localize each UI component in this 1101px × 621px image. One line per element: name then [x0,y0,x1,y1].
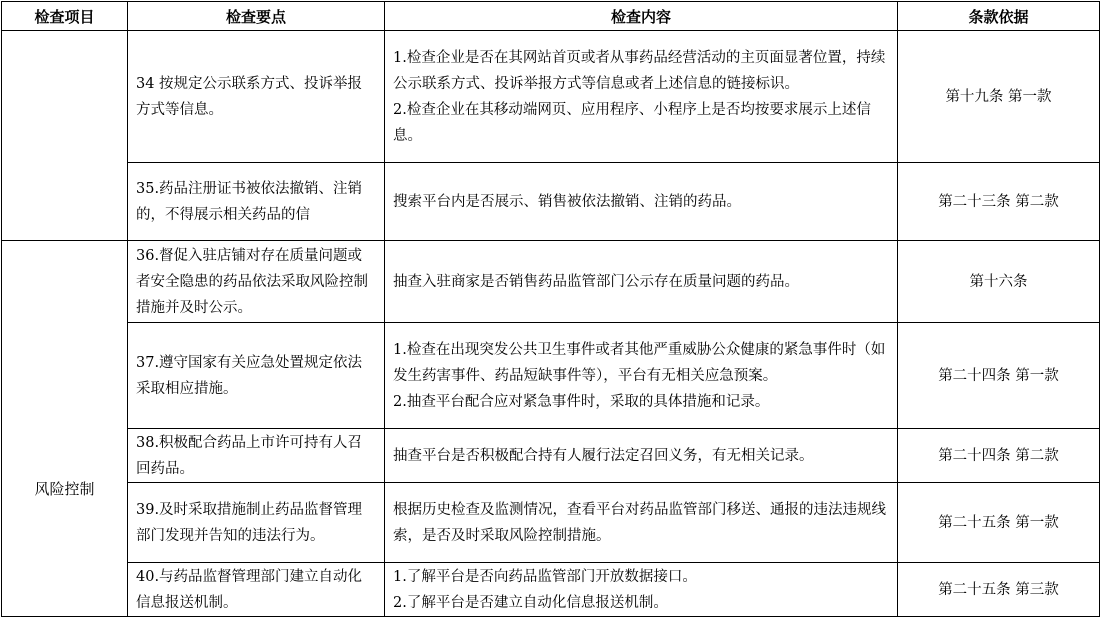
clause-basis-cell: 第二十三条 第二款 [898,163,1100,241]
inspection-content-cell [385,323,898,429]
content-line: 抽查平台是否积极配合持有人履行法定召回义务，有无相关记录。 [393,447,814,464]
table-row [2,483,1100,563]
content-line: 2.了解平台是否建立自动化信息报送机制。 [393,594,668,611]
content-line: 1.了解平台是否向药品监管部门开放数据接口。 [393,568,697,585]
inspection-content-cell [385,241,898,323]
header-inspection-content: 检查内容 [385,2,898,31]
content-line: 搜索平台内是否展示、销售被依法撤销、注销的药品。 [393,193,741,210]
content-line: 1.检查企业是否在其网站首页或者从事药品经营活动的主页面显著位置，持续公示联系方式、投诉举报方式等信息或者上述信息的链接标识。 [393,49,886,92]
clause-basis-cell: 第二十五条 第一款 [898,483,1100,563]
content-line: 1.检查在出现突发公共卫生事件或者其他严重威胁公众健康的紧急事件时（如发生药害事件、药品短缺事件等），平台有无相关应急预案。 [393,341,886,384]
category-cell-risk-control: 风险控制 [2,241,128,617]
inspection-point-cell: 39.及时采取措施制止药品监督管理部门发现并告知的违法行为。 [128,483,385,563]
header-inspection-point: 检查要点 [128,2,385,31]
header-row [2,2,1100,31]
clause-basis-cell: 第二十四条 第二款 [898,429,1100,483]
table-row [2,429,1100,483]
inspection-point-cell: 38.积极配合药品上市许可持有人召回药品。 [128,429,385,483]
inspection-point-cell: 35.药品注册证书被依法撤销、注销的，不得展示相关药品的信 [128,163,385,241]
clause-basis-cell: 第十九条 第一款 [898,31,1100,163]
inspection-content-cell [385,429,898,483]
table-row [2,563,1100,617]
inspection-content-cell [385,563,898,617]
table-row [2,323,1100,429]
clause-basis-cell: 第十六条 [898,241,1100,323]
table-row [2,31,1100,163]
inspection-point-cell: 34 按规定公示联系方式、投诉举报方式等信息。 [128,31,385,163]
inspection-table [1,1,1100,617]
category-cell-empty [2,31,128,241]
header-clause-basis: 条款依据 [898,2,1100,31]
inspection-point-cell: 40.与药品监督管理部门建立自动化信息报送机制。 [128,563,385,617]
clause-basis-cell: 第二十四条 第一款 [898,323,1100,429]
inspection-content-cell [385,483,898,563]
header-inspection-item: 检查项目 [2,2,128,31]
table-row [2,241,1100,323]
content-line: 2.抽查平台配合应对紧急事件时，采取的具体措施和记录。 [393,393,770,410]
table-row [2,163,1100,241]
content-line: 根据历史检查及监测情况，查看平台对药品监管部门移送、通报的违法违规线索，是否及时采取风险控制措施。 [393,501,886,544]
inspection-content-cell [385,163,898,241]
clause-basis-cell: 第二十五条 第三款 [898,563,1100,617]
inspection-content-cell [385,31,898,163]
inspection-point-cell: 36.督促入驻店铺对存在质量问题或者安全隐患的药品依法采取风险控制措施并及时公示。 [128,241,385,323]
inspection-point-cell: 37.遵守国家有关应急处置规定依法采取相应措施。 [128,323,385,429]
content-line: 抽查入驻商家是否销售药品监管部门公示存在质量问题的药品。 [393,273,799,290]
content-line: 2.检查企业在其移动端网页、应用程序、小程序上是否均按要求展示上述信息。 [393,101,871,144]
